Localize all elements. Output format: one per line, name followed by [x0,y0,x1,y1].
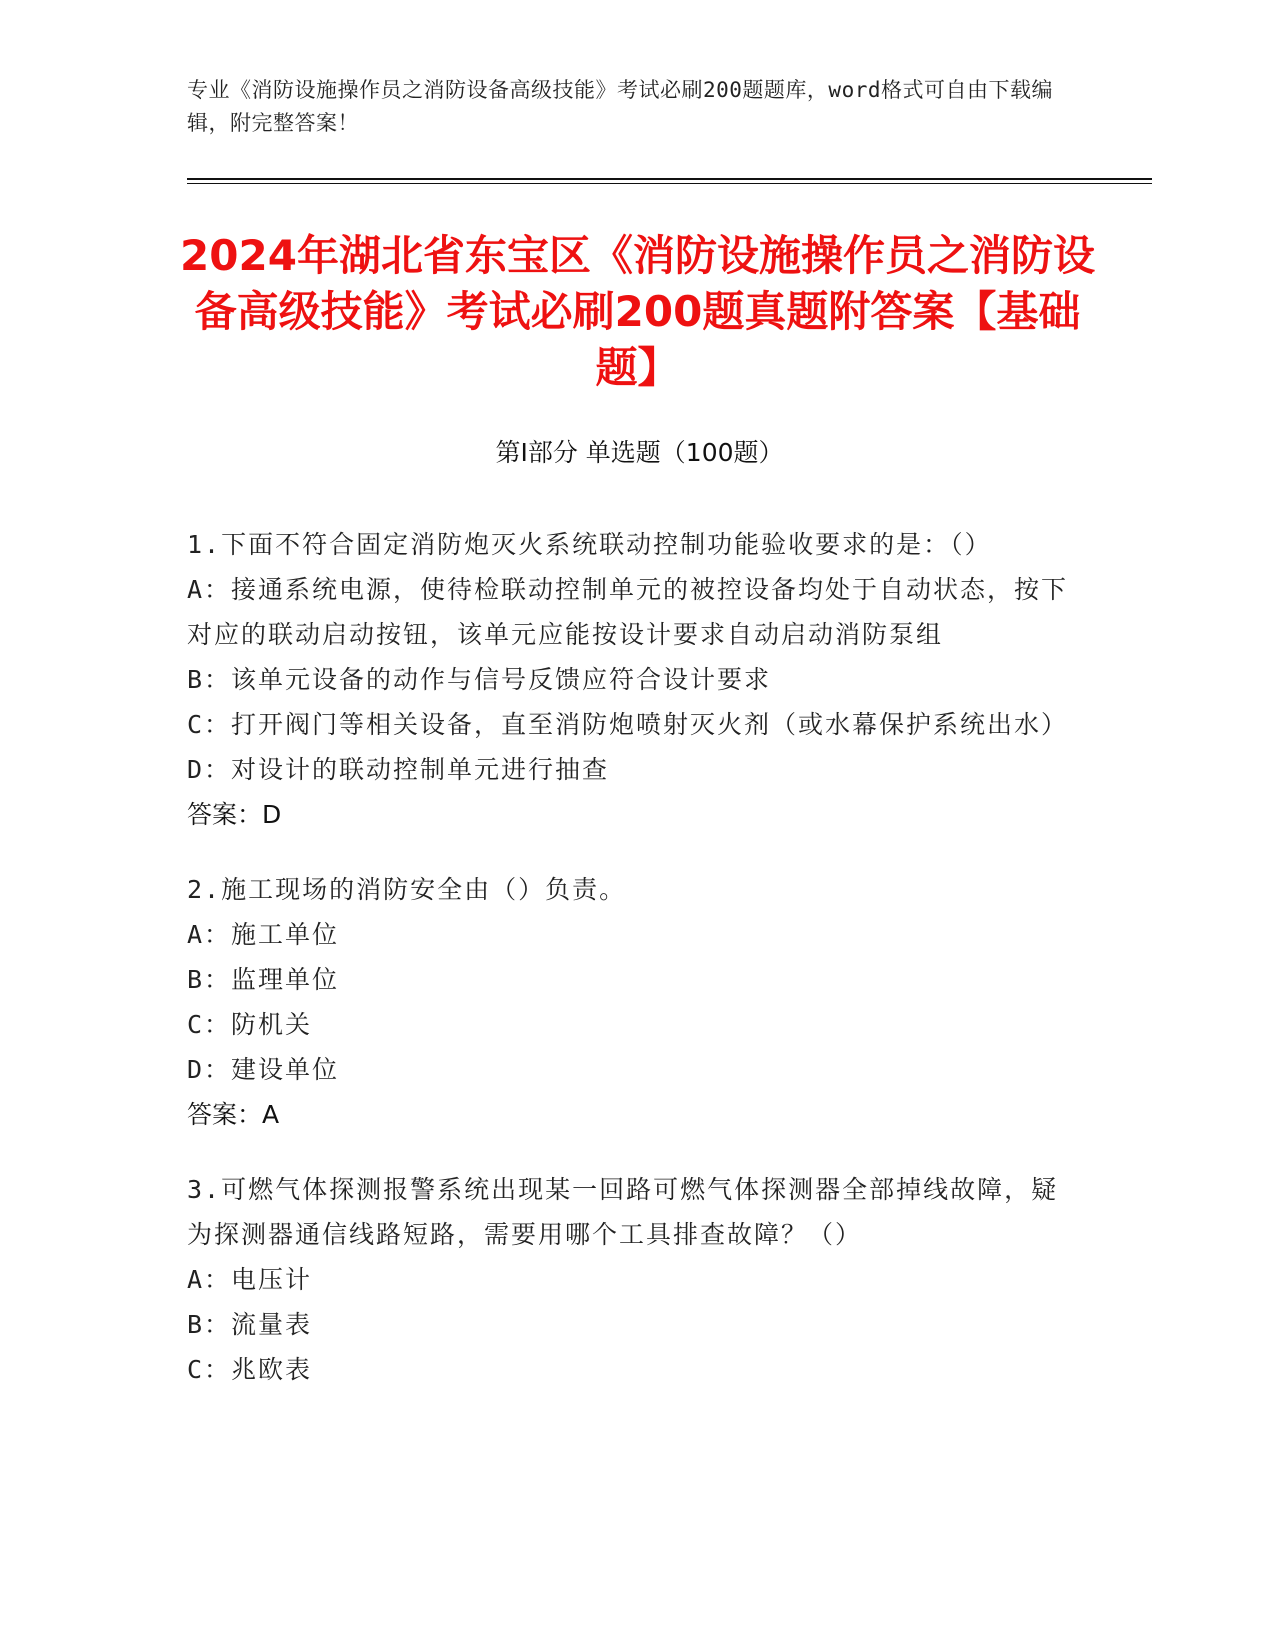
question-3 [187,1167,1077,1392]
answer: 答案：A [187,1100,280,1129]
option-b: B：该单元设备的动作与信号反馈应符合设计要求 [187,665,772,694]
option-d: D：对设计的联动控制单元进行抽查 [187,755,610,784]
option-c: C：防机关 [187,1010,313,1039]
header-divider [187,178,1152,180]
question-list [187,522,1077,1422]
option-c: C：打开阀门等相关设备，直至消防炮喷射灭火剂（或水幕保护系统出水） [187,710,1069,739]
question-stem: 3.可燃气体探测报警系统出现某一回路可燃气体探测器全部掉线故障，疑为探测器通信线路短路，需要用哪个工具排查故障？（） [187,1175,1059,1249]
question-stem: 2.施工现场的消防安全由（）负责。 [187,875,627,904]
header-note: 专业《消防设施操作员之消防设备高级技能》考试必刷200题题库，word格式可自由下载编辑，附完整答案！ [187,78,1053,135]
option-a: A：电压计 [187,1265,313,1294]
option-c: C：兆欧表 [187,1355,313,1384]
option-a: A：接通系统电源，使待检联动控制单元的被控设备均处于自动状态，按下对应的联动启动按钮，该单元应能按设计要求自动启动消防泵组 [187,575,1069,649]
question-stem: 1.下面不符合固定消防炮灭火系统联动控制功能验收要求的是：（） [187,530,992,559]
option-a: A：施工单位 [187,920,340,949]
question-2 [187,867,1077,1137]
option-d: D：建设单位 [187,1055,340,1084]
question-1 [187,522,1077,837]
section-title: 第I部分 单选题（100题） [495,438,784,467]
option-b: B：流量表 [187,1310,313,1339]
option-b: B：监理单位 [187,965,340,994]
document-title: 2024年湖北省东宝区《消防设施操作员之消防设备高级技能》考试必刷200题真题附答案【基础题】 [180,231,1095,392]
header-divider-thin [187,183,1152,184]
answer: 答案：D [187,800,282,829]
